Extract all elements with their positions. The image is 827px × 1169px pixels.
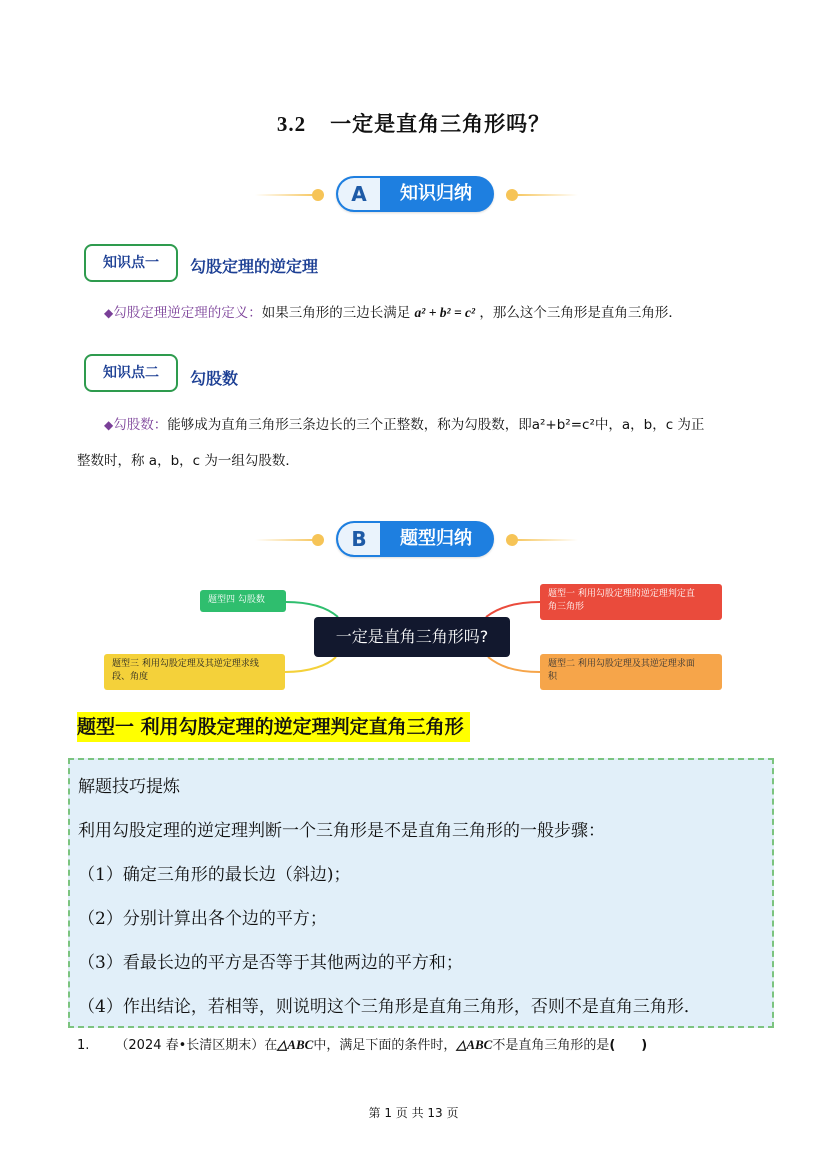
section-number: 3.2 bbox=[276, 112, 307, 136]
knowledge-point-1-definition bbox=[104, 298, 682, 328]
definition-line-1: 能够成为直角三角形三条边长的三个正整数，称为勾股数，即a²+b²=c²中，a，b，c 为正 bbox=[167, 417, 705, 433]
answer-paren: ( ) bbox=[609, 1038, 648, 1053]
node-line-1: 题型一 利用勾股定理的逆定理判定直 bbox=[548, 589, 695, 599]
banner-line-left bbox=[255, 194, 319, 196]
definition-label: 勾股定理逆定理的定义： bbox=[113, 305, 262, 321]
node-line-2: 段、角度 bbox=[112, 672, 149, 682]
tips-step-1: （1）确定三角形的最长边（斜边)； bbox=[78, 865, 351, 885]
question-type-heading: 题型一 利用勾股定理的逆定理判定直角三角形 bbox=[77, 712, 470, 742]
triangle-abc: △ABC bbox=[277, 1037, 314, 1052]
banner-line-right bbox=[512, 194, 578, 196]
mindmap-node-type-2 bbox=[540, 654, 722, 690]
tips-title: 解题技巧提炼 bbox=[78, 777, 180, 797]
triangle-abc-2: △ABC bbox=[456, 1037, 493, 1052]
node-line-1: 题型四 勾股数 bbox=[208, 595, 265, 605]
node-line-2: 积 bbox=[548, 672, 558, 682]
tips-step-4: （4）作出结论，若相等，则说明这个三角形是直角三角形，否则不是直角三角形． bbox=[78, 997, 701, 1017]
banner-question-types bbox=[0, 520, 827, 560]
knowledge-point-1-tag: 知识点一 bbox=[84, 244, 178, 282]
banner-pill bbox=[336, 176, 494, 212]
definition-text-before: 如果三角形的三边长满足 bbox=[261, 305, 411, 321]
tips-step-2: （2）分别计算出各个边的平方； bbox=[78, 909, 327, 929]
connector-bottom-right bbox=[488, 657, 540, 672]
question-source: （2024 春•长清区期末）在 bbox=[115, 1038, 278, 1053]
knowledge-point-2-definition bbox=[104, 410, 764, 440]
knowledge-point-2-tag: 知识点二 bbox=[84, 354, 178, 392]
question-middle: 中，满足下面的条件时， bbox=[313, 1038, 457, 1053]
connector-bottom-left bbox=[285, 657, 336, 672]
banner-dot-left bbox=[312, 534, 324, 546]
question-end: 不是直角三角形的是 bbox=[492, 1038, 610, 1053]
page-footer: 第 1 页 共 13 页 bbox=[368, 1106, 459, 1120]
banner-pill bbox=[336, 521, 494, 557]
banner-letter: A bbox=[338, 178, 380, 210]
connector-top-right bbox=[486, 602, 540, 617]
node-line-1: 题型二 利用勾股定理及其逆定理求面 bbox=[548, 659, 695, 669]
tips-intro: 利用勾股定理的逆定理判断一个三角形是不是直角三角形的一般步骤： bbox=[78, 821, 605, 841]
banner-knowledge-summary bbox=[0, 175, 827, 215]
definition-line-2: 整数时，称 a，b，c 为一组勾股数． bbox=[77, 453, 299, 469]
definition-text-after: ，那么这个三角形是直角三角形． bbox=[479, 305, 682, 321]
knowledge-point-1-heading: 勾股定理的逆定理 bbox=[190, 257, 319, 276]
connector-top-left bbox=[286, 602, 338, 617]
banner-line-left bbox=[255, 539, 319, 541]
tips-step-3: （3）看最长边的平方是否等于其他两边的平方和； bbox=[78, 953, 463, 973]
banner-letter: B bbox=[338, 523, 380, 555]
title-text: 一定是直角三角形吗？ bbox=[330, 112, 551, 136]
diamond-icon: ◆ bbox=[104, 418, 114, 432]
mindmap-node-type-1 bbox=[540, 584, 722, 620]
banner-text: 题型归纳 bbox=[400, 528, 472, 549]
node-line-2: 角三角形 bbox=[548, 602, 585, 612]
question-1 bbox=[77, 1034, 647, 1053]
banner-text: 知识归纳 bbox=[400, 183, 472, 204]
mindmap-node-type-3 bbox=[104, 654, 285, 690]
mindmap-center-node: 一定是直角三角形吗? bbox=[314, 617, 510, 657]
definition-label: 勾股数： bbox=[113, 417, 168, 433]
page-title bbox=[0, 108, 827, 138]
diamond-icon: ◆ bbox=[104, 306, 114, 320]
banner-line-right bbox=[512, 539, 578, 541]
mindmap-node-type-4 bbox=[200, 590, 286, 612]
banner-dot-left bbox=[312, 189, 324, 201]
knowledge-point-2-heading: 勾股数 bbox=[190, 369, 239, 388]
tips-box bbox=[68, 758, 774, 1028]
node-line-1: 题型三 利用勾股定理及其逆定理求线 bbox=[112, 659, 259, 669]
question-number: 1. bbox=[77, 1038, 90, 1053]
pythagorean-formula: a² + b² = c² bbox=[414, 305, 476, 320]
